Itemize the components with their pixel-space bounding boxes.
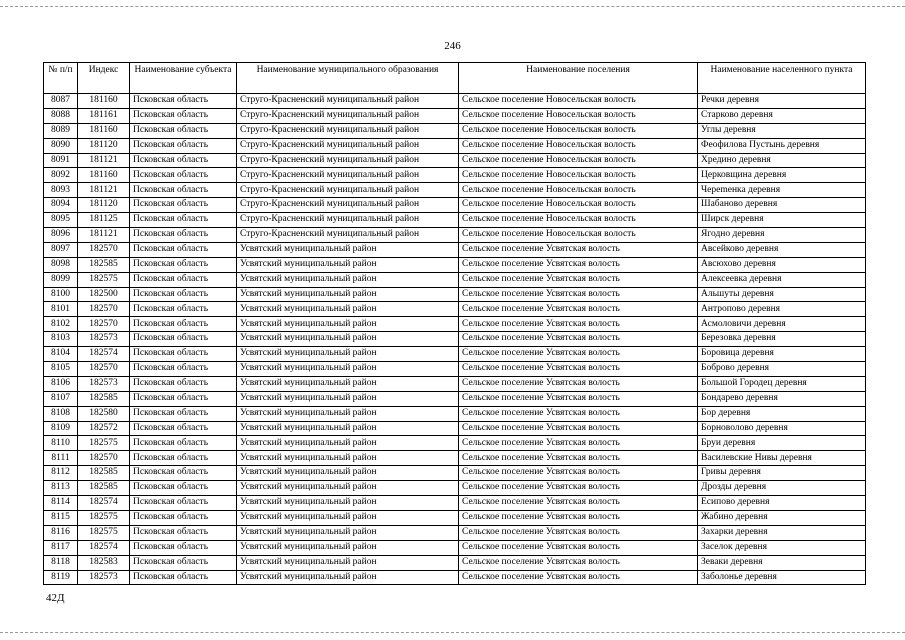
cell-subject: Псковская область xyxy=(130,213,237,228)
cell-index: 182574 xyxy=(78,347,130,362)
cell-num: 8101 xyxy=(44,302,78,317)
cell-locality: Бор деревня xyxy=(698,406,866,421)
cell-settlement: Сельское поселение Новосельская волость xyxy=(459,183,698,198)
cell-index: 181120 xyxy=(78,198,130,213)
table-row xyxy=(44,228,866,243)
cell-num: 8106 xyxy=(44,376,78,391)
cell-municipality: Усвятский муниципальный район xyxy=(237,481,459,496)
cell-municipality: Струго-Красненский муниципальный район xyxy=(237,198,459,213)
cell-index: 182572 xyxy=(78,421,130,436)
cell-subject: Псковская область xyxy=(130,242,237,257)
cell-num: 8098 xyxy=(44,257,78,272)
cell-subject: Псковская область xyxy=(130,362,237,377)
table-row xyxy=(44,555,866,570)
cell-num: 8096 xyxy=(44,228,78,243)
cell-subject: Псковская область xyxy=(130,466,237,481)
cell-locality: Василевские Нивы деревня xyxy=(698,451,866,466)
cell-locality: Авсюхово деревня xyxy=(698,257,866,272)
cell-locality: Бруи деревня xyxy=(698,436,866,451)
cell-num: 8107 xyxy=(44,391,78,406)
cell-municipality: Усвятский муниципальный район xyxy=(237,406,459,421)
cell-index: 182580 xyxy=(78,406,130,421)
cell-settlement: Сельское поселение Новосельская волость xyxy=(459,168,698,183)
table-row xyxy=(44,510,866,525)
cell-subject: Псковская область xyxy=(130,272,237,287)
cell-num: 8113 xyxy=(44,481,78,496)
cell-index: 181121 xyxy=(78,153,130,168)
table-row xyxy=(44,481,866,496)
cell-num: 8092 xyxy=(44,168,78,183)
cell-subject: Псковская область xyxy=(130,168,237,183)
cell-municipality: Струго-Красненский муниципальный район xyxy=(237,153,459,168)
cell-num: 8114 xyxy=(44,496,78,511)
cell-subject: Псковская область xyxy=(130,257,237,272)
cell-index: 181160 xyxy=(78,94,130,109)
cell-subject: Псковская область xyxy=(130,436,237,451)
cell-subject: Псковская область xyxy=(130,108,237,123)
table-row xyxy=(44,540,866,555)
cell-locality: Алексеевка деревня xyxy=(698,272,866,287)
table-row xyxy=(44,257,866,272)
cell-municipality: Усвятский муниципальный район xyxy=(237,376,459,391)
cell-index: 182574 xyxy=(78,540,130,555)
cell-num: 8108 xyxy=(44,406,78,421)
cell-num: 8103 xyxy=(44,332,78,347)
cell-municipality: Струго-Красненский муниципальный район xyxy=(237,228,459,243)
cell-settlement: Сельское поселение Новосельская волость xyxy=(459,213,698,228)
table-row xyxy=(44,94,866,109)
cell-settlement: Сельское поселение Новосельская волость xyxy=(459,123,698,138)
locality-registry-table xyxy=(43,62,866,585)
cell-locality: Большой Городец деревня xyxy=(698,376,866,391)
cell-settlement: Сельское поселение Усвятская волость xyxy=(459,540,698,555)
cell-index: 182570 xyxy=(78,451,130,466)
cell-num: 8097 xyxy=(44,242,78,257)
cell-settlement: Сельское поселение Новосельская волость xyxy=(459,228,698,243)
cell-settlement: Сельское поселение Усвятская волость xyxy=(459,510,698,525)
cell-subject: Псковская область xyxy=(130,228,237,243)
cell-num: 8110 xyxy=(44,436,78,451)
cell-municipality: Усвятский муниципальный район xyxy=(237,451,459,466)
table-header-row xyxy=(44,63,866,94)
header-num: № п/п xyxy=(44,63,78,94)
table-row xyxy=(44,406,866,421)
cell-municipality: Струго-Красненский муниципальный район xyxy=(237,138,459,153)
cell-index: 182570 xyxy=(78,302,130,317)
cell-locality: Альшуты деревня xyxy=(698,287,866,302)
cell-settlement: Сельское поселение Усвятская волость xyxy=(459,421,698,436)
cell-index: 181125 xyxy=(78,213,130,228)
cell-locality: Старково деревня xyxy=(698,108,866,123)
cell-municipality: Струго-Красненский муниципальный район xyxy=(237,168,459,183)
cell-municipality: Струго-Красненский муниципальный район xyxy=(237,94,459,109)
table-row xyxy=(44,451,866,466)
cell-index: 182570 xyxy=(78,362,130,377)
header-locality: Наименование населенного пункта xyxy=(698,63,866,94)
cell-locality: Антропово деревня xyxy=(698,302,866,317)
cell-settlement: Сельское поселение Усвятская волость xyxy=(459,391,698,406)
cell-settlement: Сельское поселение Усвятская волость xyxy=(459,272,698,287)
cell-index: 182583 xyxy=(78,555,130,570)
table-row xyxy=(44,213,866,228)
cell-num: 8087 xyxy=(44,94,78,109)
cell-municipality: Усвятский муниципальный район xyxy=(237,347,459,362)
cell-num: 8091 xyxy=(44,153,78,168)
table-row xyxy=(44,496,866,511)
cell-index: 182575 xyxy=(78,272,130,287)
cell-locality: Есипово деревня xyxy=(698,496,866,511)
header-subject: Наименование субъекта xyxy=(130,63,237,94)
cell-locality: Углы деревня xyxy=(698,123,866,138)
cell-settlement: Сельское поселение Новосельская волость xyxy=(459,108,698,123)
cell-locality: Боровица деревня xyxy=(698,347,866,362)
cell-num: 8088 xyxy=(44,108,78,123)
cell-municipality: Усвятский муниципальный район xyxy=(237,421,459,436)
cell-locality: Боброво деревня xyxy=(698,362,866,377)
cell-num: 8119 xyxy=(44,570,78,585)
cell-locality: Церковщина деревня xyxy=(698,168,866,183)
table-row xyxy=(44,421,866,436)
cell-municipality: Струго-Красненский муниципальный район xyxy=(237,123,459,138)
cell-subject: Псковская область xyxy=(130,317,237,332)
cell-settlement: Сельское поселение Усвятская волость xyxy=(459,466,698,481)
cell-municipality: Усвятский муниципальный район xyxy=(237,257,459,272)
cell-municipality: Усвятский муниципальный район xyxy=(237,362,459,377)
page-number: 246 xyxy=(444,40,461,52)
cell-municipality: Усвятский муниципальный район xyxy=(237,525,459,540)
cell-index: 181121 xyxy=(78,228,130,243)
cell-subject: Псковская область xyxy=(130,570,237,585)
cell-num: 8105 xyxy=(44,362,78,377)
cell-num: 8093 xyxy=(44,183,78,198)
cell-settlement: Сельское поселение Усвятская волость xyxy=(459,317,698,332)
cell-num: 8109 xyxy=(44,421,78,436)
table-row xyxy=(44,198,866,213)
cell-locality: Ягодно деревня xyxy=(698,228,866,243)
cell-settlement: Сельское поселение Усвятская волость xyxy=(459,257,698,272)
table-row xyxy=(44,570,866,585)
cell-locality: Авсейково деревня xyxy=(698,242,866,257)
cell-locality: Шабаново деревня xyxy=(698,198,866,213)
table-row xyxy=(44,242,866,257)
cell-locality: Асмоловичи деревня xyxy=(698,317,866,332)
cell-municipality: Усвятский муниципальный район xyxy=(237,540,459,555)
cell-subject: Псковская область xyxy=(130,406,237,421)
cell-settlement: Сельское поселение Усвятская волость xyxy=(459,496,698,511)
cell-num: 8118 xyxy=(44,555,78,570)
cell-subject: Псковская область xyxy=(130,496,237,511)
cell-locality: Жабино деревня xyxy=(698,510,866,525)
cell-locality: Хредино деревня xyxy=(698,153,866,168)
cell-settlement: Сельское поселение Новосельская волость xyxy=(459,138,698,153)
cell-municipality: Усвятский муниципальный район xyxy=(237,287,459,302)
header-municipality: Наименование муниципального образования xyxy=(237,63,459,94)
cell-subject: Псковская область xyxy=(130,183,237,198)
table-row xyxy=(44,183,866,198)
cell-subject: Псковская область xyxy=(130,123,237,138)
table-row xyxy=(44,153,866,168)
cell-index: 182575 xyxy=(78,525,130,540)
header-index: Индекс xyxy=(78,63,130,94)
cell-subject: Псковская область xyxy=(130,347,237,362)
cell-locality: Черemенка деревня xyxy=(698,183,866,198)
table-row xyxy=(44,466,866,481)
cell-settlement: Сельское поселение Усвятская волость xyxy=(459,332,698,347)
cell-num: 8089 xyxy=(44,123,78,138)
cell-municipality: Усвятский муниципальный район xyxy=(237,242,459,257)
cell-num: 8117 xyxy=(44,540,78,555)
cell-subject: Псковская область xyxy=(130,138,237,153)
table-row xyxy=(44,302,866,317)
cell-index: 182500 xyxy=(78,287,130,302)
cell-locality: Борноволово деревня xyxy=(698,421,866,436)
cell-subject: Псковская область xyxy=(130,525,237,540)
table-body xyxy=(44,94,866,585)
cell-municipality: Струго-Красненский муниципальный район xyxy=(237,108,459,123)
cell-num: 8116 xyxy=(44,525,78,540)
cell-index: 181161 xyxy=(78,108,130,123)
cell-index: 181120 xyxy=(78,138,130,153)
cell-municipality: Усвятский муниципальный район xyxy=(237,510,459,525)
cell-num: 8094 xyxy=(44,198,78,213)
cell-municipality: Усвятский муниципальный район xyxy=(237,555,459,570)
cell-settlement: Сельское поселение Усвятская волость xyxy=(459,570,698,585)
cell-locality: Дрозды деревня xyxy=(698,481,866,496)
cell-index: 181160 xyxy=(78,123,130,138)
table-row xyxy=(44,272,866,287)
cell-num: 8111 xyxy=(44,451,78,466)
cell-municipality: Усвятский муниципальный район xyxy=(237,272,459,287)
table-row xyxy=(44,347,866,362)
cell-index: 182570 xyxy=(78,242,130,257)
cell-settlement: Сельское поселение Усвятская волость xyxy=(459,525,698,540)
cell-locality: Захарки деревня xyxy=(698,525,866,540)
cell-index: 182573 xyxy=(78,332,130,347)
cell-subject: Псковская область xyxy=(130,555,237,570)
cell-subject: Псковская область xyxy=(130,451,237,466)
cell-num: 8095 xyxy=(44,213,78,228)
cell-index: 182573 xyxy=(78,376,130,391)
cell-municipality: Струго-Красненский муниципальный район xyxy=(237,213,459,228)
cell-municipality: Усвятский муниципальный район xyxy=(237,317,459,332)
cell-subject: Псковская область xyxy=(130,376,237,391)
table-row xyxy=(44,287,866,302)
cell-municipality: Усвятский муниципальный район xyxy=(237,332,459,347)
table-row xyxy=(44,362,866,377)
cell-locality: Заболонье деревня xyxy=(698,570,866,585)
table-row xyxy=(44,525,866,540)
cell-subject: Псковская область xyxy=(130,421,237,436)
table-row xyxy=(44,123,866,138)
cell-locality: Речки деревня xyxy=(698,94,866,109)
cell-settlement: Сельское поселение Усвятская волость xyxy=(459,451,698,466)
cell-index: 182573 xyxy=(78,570,130,585)
cell-locality: Березовка деревня xyxy=(698,332,866,347)
cell-subject: Псковская область xyxy=(130,287,237,302)
cell-settlement: Сельское поселение Усвятская волость xyxy=(459,347,698,362)
cell-settlement: Сельское поселение Усвятская волость xyxy=(459,287,698,302)
cell-locality: Феофилова Пустынь деревня xyxy=(698,138,866,153)
cell-settlement: Сельское поселение Усвятская волость xyxy=(459,362,698,377)
cell-index: 182585 xyxy=(78,257,130,272)
cell-subject: Псковская область xyxy=(130,302,237,317)
cell-locality: Бондарево деревня xyxy=(698,391,866,406)
cell-locality: Ширск деревня xyxy=(698,213,866,228)
table-row xyxy=(44,108,866,123)
cell-municipality: Усвятский муниципальный район xyxy=(237,466,459,481)
cell-index: 182570 xyxy=(78,317,130,332)
cell-subject: Псковская область xyxy=(130,481,237,496)
cell-subject: Псковская область xyxy=(130,540,237,555)
cell-locality: Гривы деревня xyxy=(698,466,866,481)
cell-index: 182574 xyxy=(78,496,130,511)
table-row xyxy=(44,376,866,391)
cell-index: 181121 xyxy=(78,183,130,198)
cell-subject: Псковская область xyxy=(130,510,237,525)
cell-index: 182585 xyxy=(78,466,130,481)
cell-index: 182575 xyxy=(78,436,130,451)
scan-edge-bottom xyxy=(0,632,905,633)
cell-subject: Псковская область xyxy=(130,391,237,406)
cell-num: 8115 xyxy=(44,510,78,525)
table-row xyxy=(44,317,866,332)
cell-index: 182575 xyxy=(78,510,130,525)
cell-municipality: Усвятский муниципальный район xyxy=(237,302,459,317)
cell-settlement: Сельское поселение Новосельская волость xyxy=(459,94,698,109)
cell-municipality: Усвятский муниципальный район xyxy=(237,436,459,451)
table-row xyxy=(44,332,866,347)
cell-subject: Псковская область xyxy=(130,198,237,213)
cell-num: 8090 xyxy=(44,138,78,153)
cell-locality: Зеваки деревня xyxy=(698,555,866,570)
cell-settlement: Сельское поселение Усвятская волость xyxy=(459,481,698,496)
cell-municipality: Усвятский муниципальный район xyxy=(237,570,459,585)
cell-settlement: Сельское поселение Усвятская волость xyxy=(459,242,698,257)
cell-locality: Заселок деревня xyxy=(698,540,866,555)
cell-index: 181160 xyxy=(78,168,130,183)
table-row xyxy=(44,391,866,406)
cell-subject: Псковская область xyxy=(130,153,237,168)
footer-code: 42Д xyxy=(46,592,65,604)
cell-settlement: Сельское поселение Усвятская волость xyxy=(459,436,698,451)
cell-num: 8102 xyxy=(44,317,78,332)
table-row xyxy=(44,168,866,183)
table-row xyxy=(44,138,866,153)
cell-settlement: Сельское поселение Новосельская волость xyxy=(459,153,698,168)
header-settlement: Наименование поселения xyxy=(459,63,698,94)
cell-municipality: Усвятский муниципальный район xyxy=(237,391,459,406)
cell-settlement: Сельское поселение Усвятская волость xyxy=(459,376,698,391)
cell-settlement: Сельское поселение Усвятская волость xyxy=(459,406,698,421)
cell-municipality: Усвятский муниципальный район xyxy=(237,496,459,511)
cell-settlement: Сельское поселение Усвятская волость xyxy=(459,555,698,570)
cell-settlement: Сельское поселение Новосельская волость xyxy=(459,198,698,213)
cell-municipality: Струго-Красненский муниципальный район xyxy=(237,183,459,198)
cell-index: 182585 xyxy=(78,481,130,496)
table-row xyxy=(44,436,866,451)
cell-num: 8112 xyxy=(44,466,78,481)
cell-settlement: Сельское поселение Усвятская волость xyxy=(459,302,698,317)
cell-subject: Псковская область xyxy=(130,332,237,347)
cell-subject: Псковская область xyxy=(130,94,237,109)
cell-index: 182585 xyxy=(78,391,130,406)
cell-num: 8099 xyxy=(44,272,78,287)
scan-edge-top xyxy=(0,6,905,7)
cell-num: 8100 xyxy=(44,287,78,302)
cell-num: 8104 xyxy=(44,347,78,362)
